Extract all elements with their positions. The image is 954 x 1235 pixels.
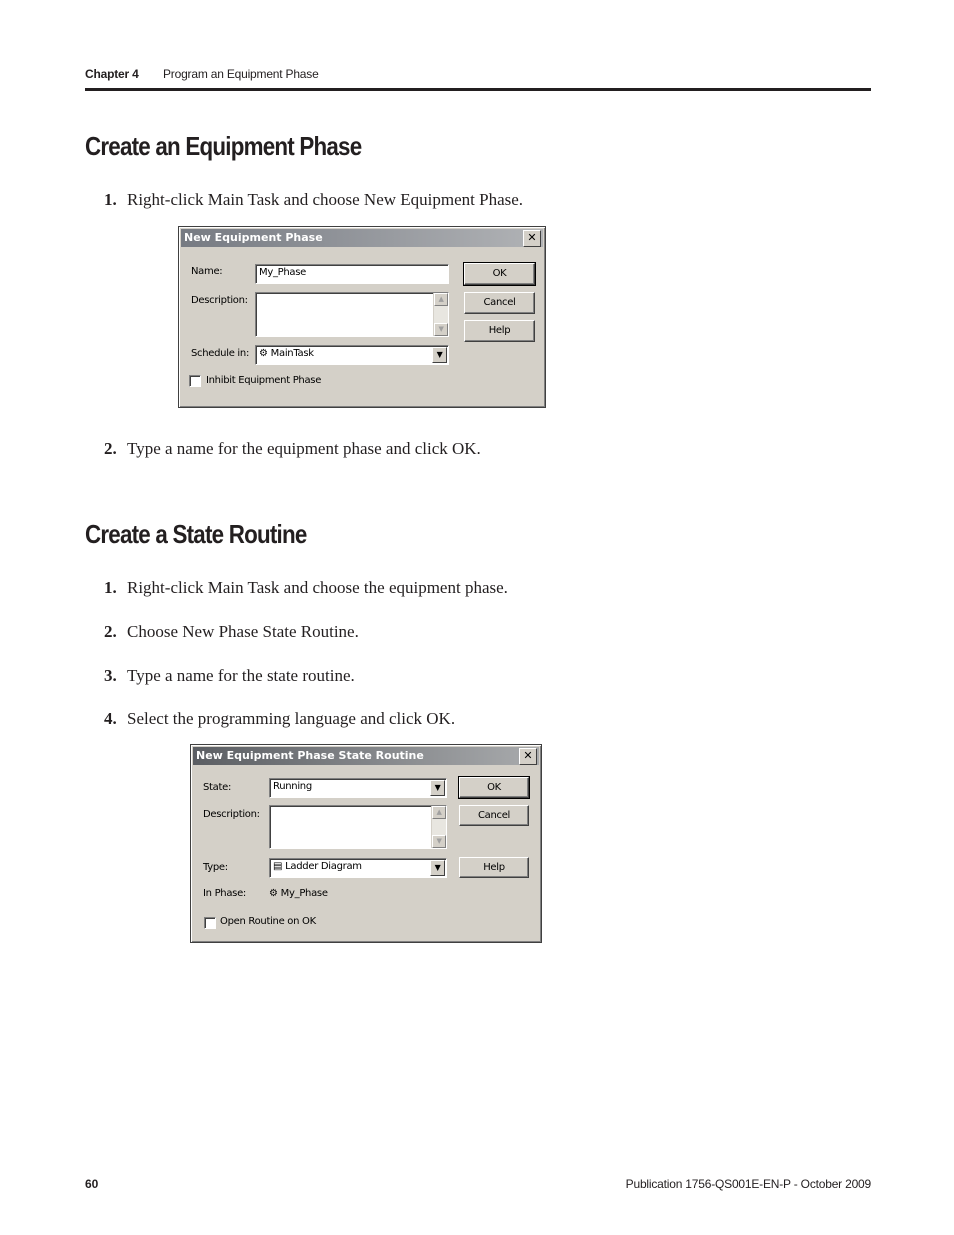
step-number: 2. bbox=[104, 439, 117, 458]
cancel-button[interactable]: Cancel bbox=[464, 292, 535, 314]
dialog-title-bar bbox=[193, 747, 539, 765]
state-dropdown[interactable] bbox=[269, 778, 447, 798]
inphase-value-row bbox=[269, 888, 328, 899]
inhibit-checkbox[interactable] bbox=[189, 375, 201, 387]
task-icon: ⚙ bbox=[259, 348, 268, 359]
schedule-label: Schedule in: bbox=[191, 348, 250, 359]
chevron-down-icon[interactable]: ▼ bbox=[432, 347, 447, 363]
new-equipment-phase-dialog bbox=[178, 226, 546, 408]
publication-info: Publication 1756-QS001E-EN-P - October 2009 bbox=[625, 1177, 871, 1191]
dialog-title: New Equipment Phase State Routine bbox=[196, 749, 424, 762]
inphase-label: In Phase: bbox=[203, 888, 246, 899]
step-3 bbox=[104, 666, 355, 686]
close-icon[interactable]: ✕ bbox=[523, 230, 541, 247]
dialog-title-bar bbox=[181, 229, 543, 247]
chapter-title: Program an Equipment Phase bbox=[163, 67, 319, 81]
ok-button[interactable]: OK bbox=[459, 777, 529, 798]
scroll-up-icon[interactable]: ▲ bbox=[432, 806, 446, 819]
name-input[interactable]: My_Phase bbox=[255, 264, 449, 284]
phase-icon: ⚙ bbox=[269, 888, 278, 899]
name-label: Name: bbox=[191, 266, 223, 277]
step-text: Type a name for the state routine. bbox=[127, 666, 355, 685]
step-text: Choose New Phase State Routine. bbox=[127, 622, 359, 641]
inhibit-label: Inhibit Equipment Phase bbox=[206, 375, 322, 386]
step-number: 1. bbox=[104, 190, 117, 209]
schedule-dropdown[interactable] bbox=[255, 345, 449, 365]
help-button[interactable]: Help bbox=[459, 857, 529, 878]
step-text: Select the programming language and click OK. bbox=[127, 709, 456, 728]
step-text: Right-click Main Task and choose New Equipment Phase. bbox=[127, 190, 524, 209]
inphase-value: My_Phase bbox=[280, 888, 328, 899]
step-text: Right-click Main Task and choose the equipment phase. bbox=[127, 578, 508, 597]
new-phase-state-routine-dialog bbox=[190, 744, 542, 943]
section-heading-equipment-phase: Create an Equipment Phase bbox=[85, 131, 362, 161]
page-number: 60 bbox=[85, 1177, 99, 1191]
chevron-down-icon[interactable]: ▼ bbox=[430, 860, 445, 876]
state-label: State: bbox=[203, 782, 232, 793]
state-value: Running bbox=[273, 781, 312, 792]
step-2 bbox=[104, 622, 359, 642]
schedule-value: MainTask bbox=[270, 348, 314, 359]
description-scrollbar[interactable] bbox=[433, 293, 448, 336]
step-number: 1. bbox=[104, 578, 117, 597]
description-textarea[interactable] bbox=[269, 805, 447, 849]
scroll-up-icon[interactable]: ▲ bbox=[434, 293, 448, 306]
type-value: Ladder Diagram bbox=[285, 861, 362, 872]
step-4 bbox=[104, 709, 455, 729]
description-label: Description: bbox=[191, 295, 248, 306]
description-scrollbar[interactable] bbox=[431, 806, 446, 848]
chevron-down-icon[interactable]: ▼ bbox=[430, 780, 445, 796]
header-rule bbox=[85, 88, 871, 91]
description-label: Description: bbox=[203, 809, 260, 820]
step-text: Type a name for the equipment phase and click OK. bbox=[127, 439, 481, 458]
cancel-button[interactable]: Cancel bbox=[459, 805, 529, 826]
description-textarea[interactable] bbox=[255, 292, 449, 337]
step-1 bbox=[104, 190, 523, 210]
ok-button[interactable]: OK bbox=[464, 263, 535, 285]
ladder-diagram-icon: ▤ bbox=[273, 861, 283, 872]
chapter-label: Chapter 4 bbox=[85, 67, 139, 81]
open-routine-label: Open Routine on OK bbox=[220, 916, 316, 927]
step-2 bbox=[104, 439, 481, 459]
step-number: 4. bbox=[104, 709, 117, 728]
type-label: Type: bbox=[203, 862, 228, 873]
help-button[interactable]: Help bbox=[464, 320, 535, 342]
scroll-down-icon[interactable]: ▼ bbox=[434, 323, 448, 336]
section-heading-state-routine: Create a State Routine bbox=[85, 519, 307, 549]
dialog-title: New Equipment Phase bbox=[184, 231, 323, 244]
close-icon[interactable]: ✕ bbox=[519, 748, 537, 765]
step-number: 2. bbox=[104, 622, 117, 641]
type-dropdown[interactable] bbox=[269, 858, 447, 878]
scroll-down-icon[interactable]: ▼ bbox=[432, 835, 446, 848]
open-routine-checkbox[interactable] bbox=[204, 917, 216, 929]
step-number: 3. bbox=[104, 666, 117, 685]
step-1 bbox=[104, 578, 508, 598]
